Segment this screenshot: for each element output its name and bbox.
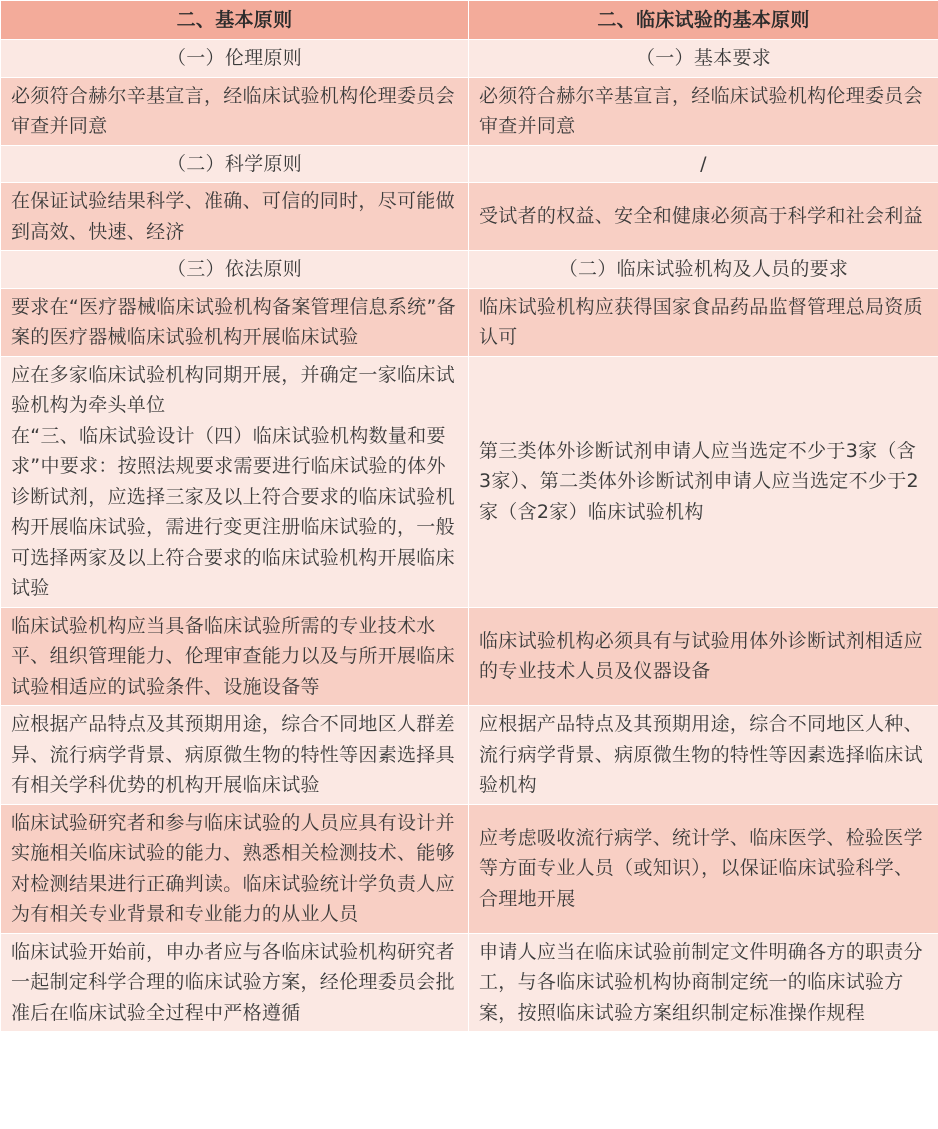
header-left: 二、基本原则	[1, 1, 469, 40]
cell-right: 应根据产品特点及其预期用途，综合不同地区人种、流行病学背景、病原微生物的特性等因素选择临床试验机构	[469, 706, 938, 805]
cell-right: （二）临床试验机构及人员的要求	[469, 251, 938, 289]
cell-left: 必须符合赫尔辛基宣言，经临床试验机构伦理委员会审查并同意	[1, 77, 469, 145]
cell-left: 要求在“医疗器械临床试验机构备案管理信息系统”备案的医疗器械临床试验机构开展临床试验	[1, 288, 469, 356]
table-row	[1, 288, 938, 356]
cell-left: 应在多家临床试验机构同期开展，并确定一家临床试验机构为牵头单位 在“三、临床试验设计（四）临床试验机构数量和要求”中要求：按照法规要求需要进行临床试验的体外诊断试剂，应选择三家及以上符合要求的临床试验机构开展临床试验，需进行变更注册临床试验的，一般可选择两家及以上符合要求的临床试验机构开展临床试验	[1, 356, 469, 607]
table-row	[1, 145, 938, 183]
table-row	[1, 933, 938, 1032]
cell-left: 临床试验机构应当具备临床试验所需的专业技术水平、组织管理能力、伦理审查能力以及与所开展临床试验相适应的试验条件、设施设备等	[1, 607, 469, 706]
table-row	[1, 804, 938, 933]
cell-left: （三）依法原则	[1, 251, 469, 289]
header-right: 二、临床试验的基本原则	[469, 1, 938, 40]
header-row	[1, 1, 938, 40]
cell-right: /	[469, 145, 938, 183]
table-row	[1, 183, 938, 251]
cell-right: 受试者的权益、安全和健康必须高于科学和社会利益	[469, 183, 938, 251]
table-row	[1, 607, 938, 706]
cell-right: 临床试验机构应获得国家食品药品监督管理总局资质认可	[469, 288, 938, 356]
cell-right: 必须符合赫尔辛基宣言，经临床试验机构伦理委员会审查并同意	[469, 77, 938, 145]
cell-right: 应考虑吸收流行病学、统计学、临床医学、检验医学等方面专业人员（或知识），以保证临床试验科学、合理地开展	[469, 804, 938, 933]
table-row	[1, 77, 938, 145]
table-row	[1, 40, 938, 78]
cell-left: （二）科学原则	[1, 145, 469, 183]
cell-left: （一）伦理原则	[1, 40, 469, 78]
cell-left: 临床试验研究者和参与临床试验的人员应具有设计并实施相关临床试验的能力、熟悉相关检测技术、能够对检测结果进行正确判读。临床试验统计学负责人应为有相关专业背景和专业能力的从业人员	[1, 804, 469, 933]
table-row	[1, 356, 938, 607]
cell-right: 申请人应当在临床试验前制定文件明确各方的职责分工，与各临床试验机构协商制定统一的临床试验方案，按照临床试验方案组织制定标准操作规程	[469, 933, 938, 1032]
table-row	[1, 251, 938, 289]
cell-right: （一）基本要求	[469, 40, 938, 78]
table-row	[1, 706, 938, 805]
cell-right: 临床试验机构必须具有与试验用体外诊断试剂相适应的专业技术人员及仪器设备	[469, 607, 938, 706]
cell-right: 第三类体外诊断试剂申请人应当选定不少于3家（含3家）、第二类体外诊断试剂申请人应当选定不少于2家（含2家）临床试验机构	[469, 356, 938, 607]
cell-left: 临床试验开始前，申办者应与各临床试验机构研究者一起制定科学合理的临床试验方案，经伦理委员会批准后在临床试验全过程中严格遵循	[1, 933, 469, 1032]
cell-left: 在保证试验结果科学、准确、可信的同时，尽可能做到高效、快速、经济	[1, 183, 469, 251]
cell-left: 应根据产品特点及其预期用途，综合不同地区人群差异、流行病学背景、病原微生物的特性等因素选择具有相关学科优势的机构开展临床试验	[1, 706, 469, 805]
